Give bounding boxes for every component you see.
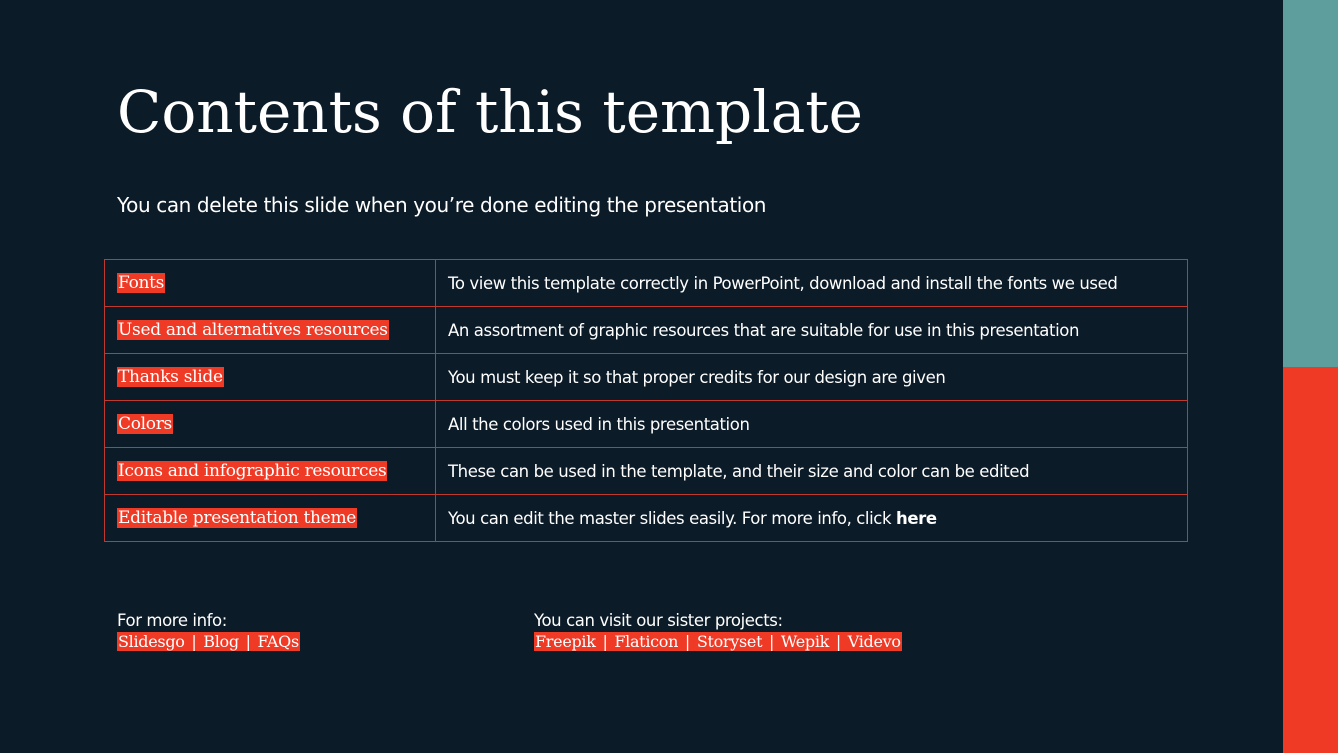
table-row [105,307,1188,354]
row-description: You can edit the master slides easily. For more info, click [448,508,896,528]
flaticon-link[interactable]: Flaticon [614,632,679,651]
blog-link[interactable]: Blog [203,632,239,651]
link-separator: | [186,632,202,651]
row-name-link[interactable]: Editable presentation theme [118,508,357,528]
footer-sister-projects-links [534,631,902,653]
row-description: An assortment of graphic resources that are suitable for use in this presentation [436,307,1188,354]
table-row [105,401,1188,448]
row-name-link[interactable]: Thanks slide [118,367,223,387]
footer-sister-projects-label: You can visit our sister projects: [534,611,783,630]
row-name-cell [105,354,436,401]
row-description: These can be used in the template, and their size and color can be edited [436,448,1188,495]
row-name-cell [105,495,436,542]
here-link[interactable]: here [895,508,937,528]
slidesgo-link[interactable]: Slidesgo [118,632,185,651]
row-name-link[interactable]: Colors [118,414,172,434]
row-name-cell [105,307,436,354]
videvo-link[interactable]: Videvo [847,632,901,651]
row-description: All the colors used in this presentation [436,401,1188,448]
wepik-link[interactable]: Wepik [780,632,830,651]
row-description-cell [436,495,1188,542]
footer-more-info [117,610,300,653]
row-name-cell [105,448,436,495]
row-name-cell [105,401,436,448]
table-row [105,448,1188,495]
row-name-cell [105,260,436,307]
contents-table [104,259,1188,542]
faqs-link[interactable]: FAQs [257,632,299,651]
table-row [105,260,1188,307]
red-accent-stripe [1283,367,1338,753]
row-name-link[interactable]: Icons and infographic resources [118,461,387,481]
link-separator: | [764,632,779,651]
link-separator: | [597,632,613,651]
link-separator: | [240,632,256,651]
row-name-link[interactable]: Fonts [118,273,165,293]
footer-more-info-links [117,631,300,653]
slide-title: Contents of this template [117,78,863,146]
footer-more-info-label: For more info: [117,611,227,630]
footer-sister-projects [534,610,902,653]
slide-subtitle: You can delete this slide when you’re done editing the presentation [117,193,767,217]
storyset-link[interactable]: Storyset [696,632,763,651]
teal-accent-stripe [1283,0,1338,367]
row-description: You must keep it so that proper credits for our design are given [436,354,1188,401]
link-separator: | [831,632,846,651]
row-name-link[interactable]: Used and alternatives resources [118,320,388,340]
table-row [105,495,1188,542]
link-separator: | [680,632,695,651]
table-row [105,354,1188,401]
freepik-link[interactable]: Freepik [535,632,596,651]
row-description: To view this template correctly in PowerPoint, download and install the fonts we used [436,260,1188,307]
